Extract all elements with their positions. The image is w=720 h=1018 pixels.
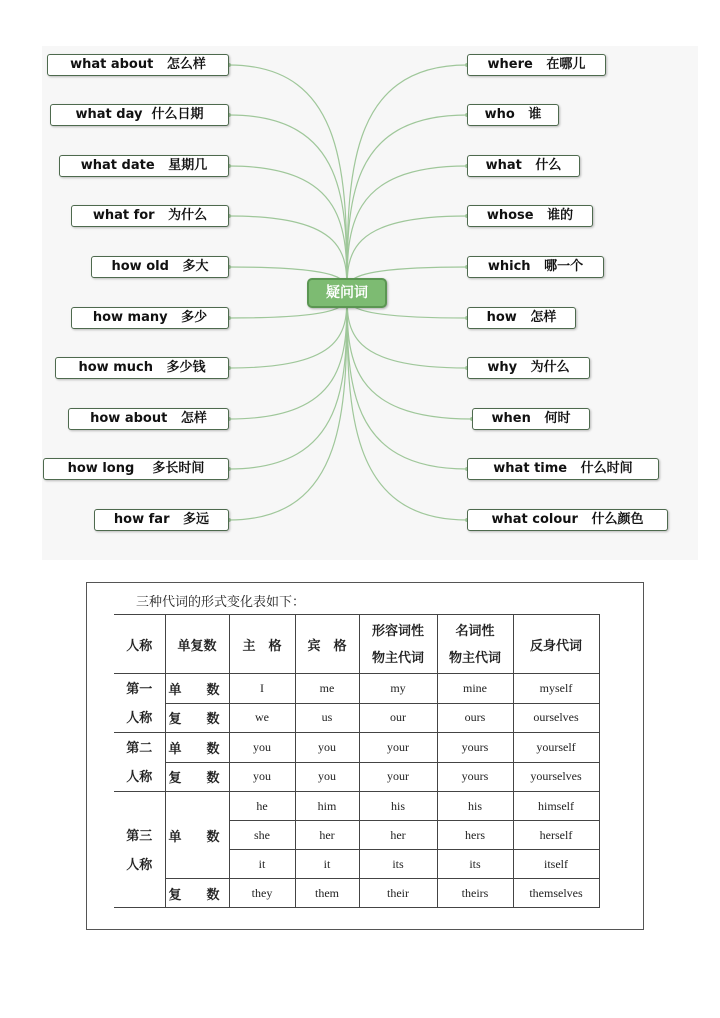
node-left-7: how much 多少钱	[55, 357, 229, 379]
table-row	[114, 762, 599, 792]
cell-object: him	[295, 792, 359, 821]
cell-noun: mine	[437, 674, 513, 704]
number-singular: 单 数	[165, 674, 229, 704]
node-right-8: when 何时	[472, 408, 590, 430]
cell-reflexive: itself	[513, 850, 599, 879]
header-person: 人称	[114, 615, 165, 674]
node-right-3: what 什么	[467, 155, 580, 177]
node-left-2: what day 什么日期	[50, 104, 229, 126]
person-second-b: 人称	[114, 762, 165, 792]
cell-adj: her	[359, 821, 437, 850]
cell-reflexive: ourselves	[513, 703, 599, 733]
cell-adj: my	[359, 674, 437, 704]
cell-adj: its	[359, 850, 437, 879]
node-right-5: which 哪一个	[467, 256, 604, 278]
cell-adj: his	[359, 792, 437, 821]
cell-reflexive: themselves	[513, 879, 599, 908]
person-third-a: 第三	[126, 827, 153, 843]
cell-reflexive: myself	[513, 674, 599, 704]
cell-subject: I	[229, 674, 295, 704]
header-noun-line2: 物主代词	[448, 650, 501, 665]
header-noun-possessive	[437, 615, 513, 674]
node-right-2: who 谁	[467, 104, 559, 126]
header-object: 宾 格	[295, 615, 359, 674]
table-row	[114, 879, 599, 908]
center-node: 疑问词	[307, 278, 387, 308]
node-right-10: what colour 什么颜色	[467, 509, 668, 531]
table-row	[114, 674, 599, 704]
cell-reflexive: yourselves	[513, 762, 599, 792]
cell-reflexive: himself	[513, 792, 599, 821]
node-left-3: what date 星期几	[59, 155, 229, 177]
table-header-row	[114, 615, 599, 674]
person-first-a: 第一	[114, 674, 165, 704]
cell-adj: their	[359, 879, 437, 908]
cell-object: you	[295, 762, 359, 792]
table-row	[114, 733, 599, 763]
node-right-4: whose 谁的	[467, 205, 593, 227]
node-left-1: what about 怎么样	[47, 54, 229, 76]
node-left-5: how old 多大	[91, 256, 229, 278]
node-right-9: what time 什么时间	[467, 458, 659, 480]
header-adj-line2: 物主代词	[371, 650, 424, 665]
node-left-9: how long 多长时间	[43, 458, 229, 480]
node-left-10: how far 多远	[94, 509, 229, 531]
cell-noun: its	[437, 850, 513, 879]
cell-subject: we	[229, 703, 295, 733]
person-second-a: 第二	[114, 733, 165, 763]
cell-adj: your	[359, 762, 437, 792]
person-first-b: 人称	[114, 703, 165, 733]
cell-subject: they	[229, 879, 295, 908]
cell-subject: she	[229, 821, 295, 850]
cell-object: them	[295, 879, 359, 908]
header-adj-line1: 形容词性	[371, 623, 424, 638]
cell-reflexive: herself	[513, 821, 599, 850]
person-third-b: 人称	[126, 856, 153, 872]
cell-noun: theirs	[437, 879, 513, 908]
cell-noun: yours	[437, 733, 513, 763]
table-row	[114, 703, 599, 733]
cell-subject: you	[229, 733, 295, 763]
cell-adj: your	[359, 733, 437, 763]
cell-object: her	[295, 821, 359, 850]
header-subject: 主 格	[229, 615, 295, 674]
number-plural: 复 数	[165, 703, 229, 733]
cell-object: you	[295, 733, 359, 763]
cell-noun: ours	[437, 703, 513, 733]
node-right-1: where 在哪儿	[467, 54, 606, 76]
cell-reflexive: yourself	[513, 733, 599, 763]
cell-object: it	[295, 850, 359, 879]
header-number: 单复数	[165, 615, 229, 674]
node-left-4: what for 为什么	[71, 205, 229, 227]
node-right-7: why 为什么	[467, 357, 590, 379]
node-left-6: how many 多少	[71, 307, 229, 329]
cell-subject: you	[229, 762, 295, 792]
number-singular: 单 数	[165, 733, 229, 763]
cell-noun: hers	[437, 821, 513, 850]
cell-subject: he	[229, 792, 295, 821]
number-singular: 单 数	[165, 792, 229, 879]
cell-noun: his	[437, 792, 513, 821]
pronoun-table	[114, 614, 600, 908]
cell-adj: our	[359, 703, 437, 733]
node-right-6: how 怎样	[467, 307, 576, 329]
person-third	[114, 792, 165, 908]
table-caption: 三种代词的形式变化表如下：	[136, 595, 306, 610]
header-adj-possessive	[359, 615, 437, 674]
header-noun-line1: 名词性	[455, 623, 495, 638]
cell-object: me	[295, 674, 359, 704]
node-left-8: how about 怎样	[68, 408, 229, 430]
number-plural: 复 数	[165, 762, 229, 792]
number-plural: 复 数	[165, 879, 229, 908]
cell-object: us	[295, 703, 359, 733]
cell-noun: yours	[437, 762, 513, 792]
header-reflexive: 反身代词	[513, 615, 599, 674]
table-row	[114, 792, 599, 821]
cell-subject: it	[229, 850, 295, 879]
